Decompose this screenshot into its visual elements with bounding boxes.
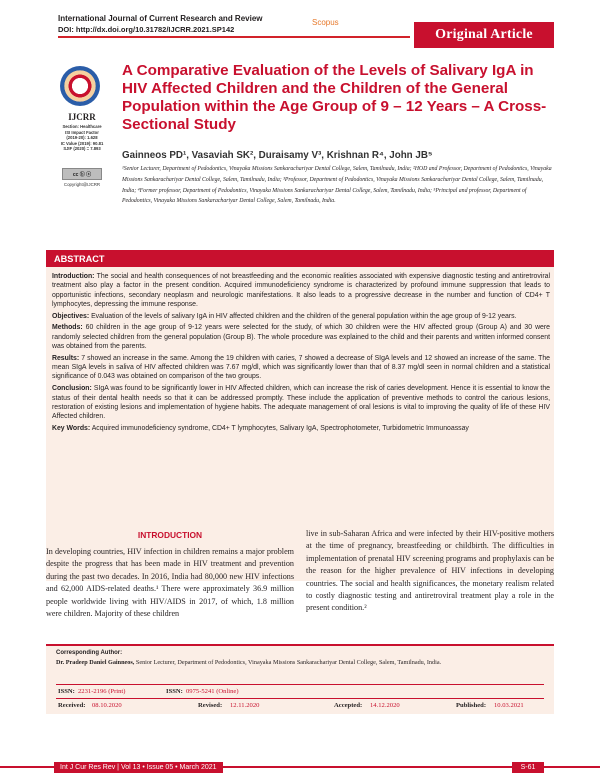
- abstract-text: 7 showed an increase in the same. Among the 19 children with caries, 7 showed a decrease of SIgA levels and 12 showed an increase of the same. The mean SIgA levels in saliva of HIV affected children was 7.67 mg/dl, which was significantly lower than that of 8.37 mg/dl seen in normal children and a statistical significance of 0.043 was obtained on comparison of the two groups.: [52, 354, 550, 381]
- introduction-right-column: live in sub-Saharan Africa and were infected by their HIV-positive mothers at the time of pregnancy, breastfeeding or childbirth. The difficulties in implementation of prenatal HIV screening programs and prophylaxis can be the reason for the higher prevalence of HIV infections in developing countries. The social and health significances, the monetary realism related to costly diagnostic testing and antiretroviral treatment play a role in the present condition.²: [306, 529, 554, 613]
- scopus-label: Scopus: [312, 18, 339, 27]
- abstract-label: Methods:: [52, 324, 83, 332]
- abstract-content: [52, 272, 550, 436]
- metric-line: (2019-20): 1.628: [66, 135, 98, 141]
- abstract-methods: [52, 323, 550, 351]
- abstract-text: 60 children in the age group of 9-12 years were selected for the study, of which 30 children were the HIV affected group (Group A) and 30 were randomly selected children from the general population (Group B). The whole procedure was explained to the child and their parents and written informed consent was obtained from the parents.: [52, 324, 550, 351]
- abstract-text: Evaluation of the levels of salivary IgA in HIV affected children and the children of the general population within the age group of 9-12 years.: [89, 312, 517, 320]
- footer-citation: Int J Cur Res Rev | Vol 13 • Issue 05 • March 2021: [54, 762, 223, 773]
- received-date: 08.10.2020: [92, 702, 122, 709]
- abstract-text: The social and health consequences of not breastfeeding and the economic realities associated with expensive diagnostic testing and antiretroviral treatment also play a factor in the present condition. Acquired immunodeficiency syndrome is characterized by profound immune suppression that leads to opportunistic infections, secondary neoplasm and neurologic manifestations. It also leads to a progressive decrease in the number and function of CD4+ T lymphocytes, depressing the immune response.: [52, 273, 550, 308]
- accepted-date: 14.12.2020: [370, 702, 400, 709]
- author-list: Gainneos PD¹, Vasaviah SK², Duraisamy V³, Krishnan R⁴, John JB⁵: [122, 150, 433, 161]
- abstract-label: Key Words:: [52, 424, 91, 432]
- journal-metrics: [56, 124, 108, 152]
- journal-logo-text: IJCRR: [68, 112, 96, 122]
- corresponding-author-text: [56, 658, 540, 668]
- published-date: 10.03.2021: [494, 702, 524, 709]
- issn-online: 0975-5241 (Online): [186, 688, 239, 695]
- corresponding-author-details: Senior Lecturer, Department of Pedodontics, Vinayaka Missions Sankarachariyar Dental College, Salem, Tamilnadu, India.: [134, 659, 442, 666]
- abstract-introduction: [52, 272, 550, 309]
- doi-link[interactable]: DOI: http://dx.doi.org/10.31782/IJCRR.2021.SP142: [58, 25, 235, 34]
- abstract-label: Introduction:: [52, 273, 95, 280]
- metric-line: Section: Healthcare: [62, 124, 102, 129]
- revised-date: 12.11.2020: [230, 702, 260, 709]
- journal-name: International Journal of Current Research and Review: [58, 14, 263, 23]
- abstract-heading: ABSTRACT: [46, 250, 554, 267]
- corresponding-author-name: Dr. Pradeep Daniel Gainneos,: [56, 659, 135, 666]
- creative-commons-icon: cc ⓑ ⓢ: [62, 168, 102, 180]
- divider: [56, 698, 544, 699]
- copyright-text: Copyright@IJCRR: [63, 182, 101, 187]
- divider: [56, 684, 544, 685]
- abstract-keywords: [52, 424, 550, 433]
- abstract-results: [52, 354, 550, 382]
- corresponding-author-heading: Corresponding Author:: [56, 650, 123, 656]
- header-rule: [58, 36, 410, 38]
- journal-logo-icon: [60, 66, 100, 106]
- abstract-conclusion: [52, 384, 550, 421]
- abstract-text: Acquired immunodeficiency syndrome, CD4+ T lymphocytes, Salivary IgA, Spectrophotometer, Turbidometric Immunoassay: [90, 424, 469, 432]
- page-number: S-61: [512, 762, 544, 773]
- abstract-objectives: [52, 312, 550, 321]
- affiliations: ¹Senior Lecturer, Department of Pedodontics, Vinayaka Missions Sankarachariyar Dental College, Salem, Tamilnadu, India; ²HOD and Professor, Department of Pedodontics, Vinayaka Missions Sankarachariyar Dental College, Salem, Tamilnadu, India; ³Professor, Department of Pedodontics, Vinayaka Missions Sankarachariyar Dental College, Salem, Tamilnadu, India; ⁴Former professor, Department of Pedodontics, Vinayaka Missions Sankarachariyar Dental College, Salem, Tamilnadu, India; ⁵Principal and professor, Department of Pedodontics, Vinayaka Missions Sankarachariyar Dental College, Salem, Tamilnadu, India.: [122, 166, 552, 205]
- published-label: Published:: [456, 702, 487, 709]
- introduction-heading: INTRODUCTION: [137, 530, 203, 540]
- article-title: A Comparative Evaluation of the Levels of Salivary IgA in HIV Affected Children and the Children of the General Population within the Age Group of 9 – 12 Years – A Cross-Sectional Study: [122, 62, 547, 133]
- abstract-label: Objectives:: [52, 312, 90, 320]
- issn-online-label: ISSN:: [166, 688, 183, 695]
- revised-label: Revised:: [198, 702, 223, 709]
- abstract-text: SIgA was found to be significantly lower in HIV Affected children, which can increase the risk of caries development. Hence it is essential to know the status of their dental health needs so that it can be addressed promptly. These include the application of preventive methods to control the carious lesions, restoration of existing lesions and implementation of hygiene habits. The adequate management of oral lesions is vital to improving the quality of life of these HIV Affected children.: [52, 385, 550, 421]
- issn-print-label: ISSN:: [58, 688, 75, 695]
- introduction-left-column: In developing countries, HIV infection in children remains a major problem despite the progress that has been made in HIV treatment and prevention during the past two decades. In 2016, India had 80,000 new HIV infections and 62,000 AIDS-related deaths.¹ There were approximately 36.9 million people worldwide living with HIV/AIDS in 2017, of which, 1.8 million were children. Majority of these children: [46, 547, 294, 619]
- article-type-badge: Original Article: [414, 22, 554, 48]
- abstract-label: Results:: [52, 354, 80, 362]
- metric-line: ISI Impact Factor: [65, 129, 99, 135]
- metric-line: IC Value (2019): 90.81: [60, 140, 104, 146]
- received-label: Received:: [58, 702, 86, 709]
- abstract-label: Conclusion:: [52, 385, 92, 393]
- metric-line: SJIF (2020) = 7.893: [63, 146, 101, 152]
- issn-print: 2231-2196 (Print): [78, 688, 126, 695]
- accepted-label: Accepted:: [334, 702, 363, 709]
